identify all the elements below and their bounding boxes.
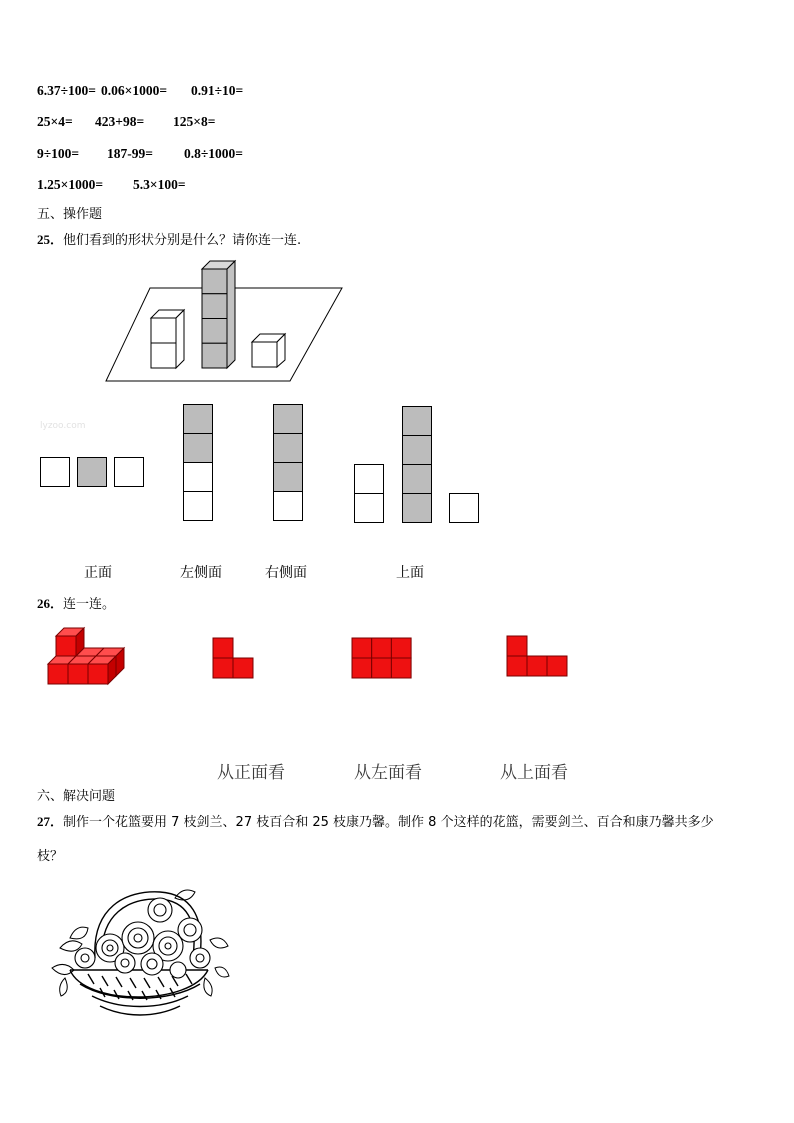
- label-top-view: 从上面看: [500, 763, 568, 783]
- section-title: 五、操作题: [37, 207, 103, 222]
- view-label-front: 正面: [84, 565, 112, 581]
- question-text: 他们看到的形状分别是什么？请你连一连.: [63, 233, 302, 248]
- view-label-right: 右侧面: [265, 565, 307, 581]
- arith-item: 6.37÷100=: [37, 83, 96, 98]
- question-number: 27．: [37, 814, 64, 829]
- arith-item: 125×8=: [173, 114, 216, 129]
- flower-basket-illustration: [40, 878, 235, 1023]
- question-27: [37, 811, 714, 830]
- view-label-top: 上面: [396, 565, 424, 581]
- arith-item: 0.8÷1000=: [184, 146, 243, 161]
- question-number: 26．: [37, 596, 64, 611]
- label-front-view: 从正面看: [217, 763, 285, 783]
- arith-item: 187-99=: [107, 146, 153, 161]
- label-left-view: 从左面看: [354, 763, 422, 783]
- question-text: 连一连。: [63, 597, 116, 612]
- arith-item: 0.06×1000=: [101, 83, 168, 98]
- view-label-left: 左侧面: [180, 565, 222, 581]
- watermark: lyzoo.com: [40, 421, 86, 431]
- arith-item: 0.91÷10=: [191, 83, 244, 98]
- question-text-cont: 枝？: [37, 849, 64, 864]
- arith-item: 423+98=: [95, 114, 145, 129]
- question-text: 制作一个花篮要用 7 枝剑兰、27 枝百合和 25 枝康乃馨。制作 8 个这样的花篮，需要剑兰、百合和康乃馨共多少: [63, 815, 714, 830]
- section-title: 六、解决问题: [37, 789, 116, 804]
- arith-item: 1.25×1000=: [37, 177, 104, 192]
- arith-item: 5.3×100=: [133, 177, 186, 192]
- question-number: 25．: [37, 232, 64, 247]
- arith-item: 25×4=: [37, 114, 73, 129]
- arith-item: 9÷100=: [37, 146, 80, 161]
